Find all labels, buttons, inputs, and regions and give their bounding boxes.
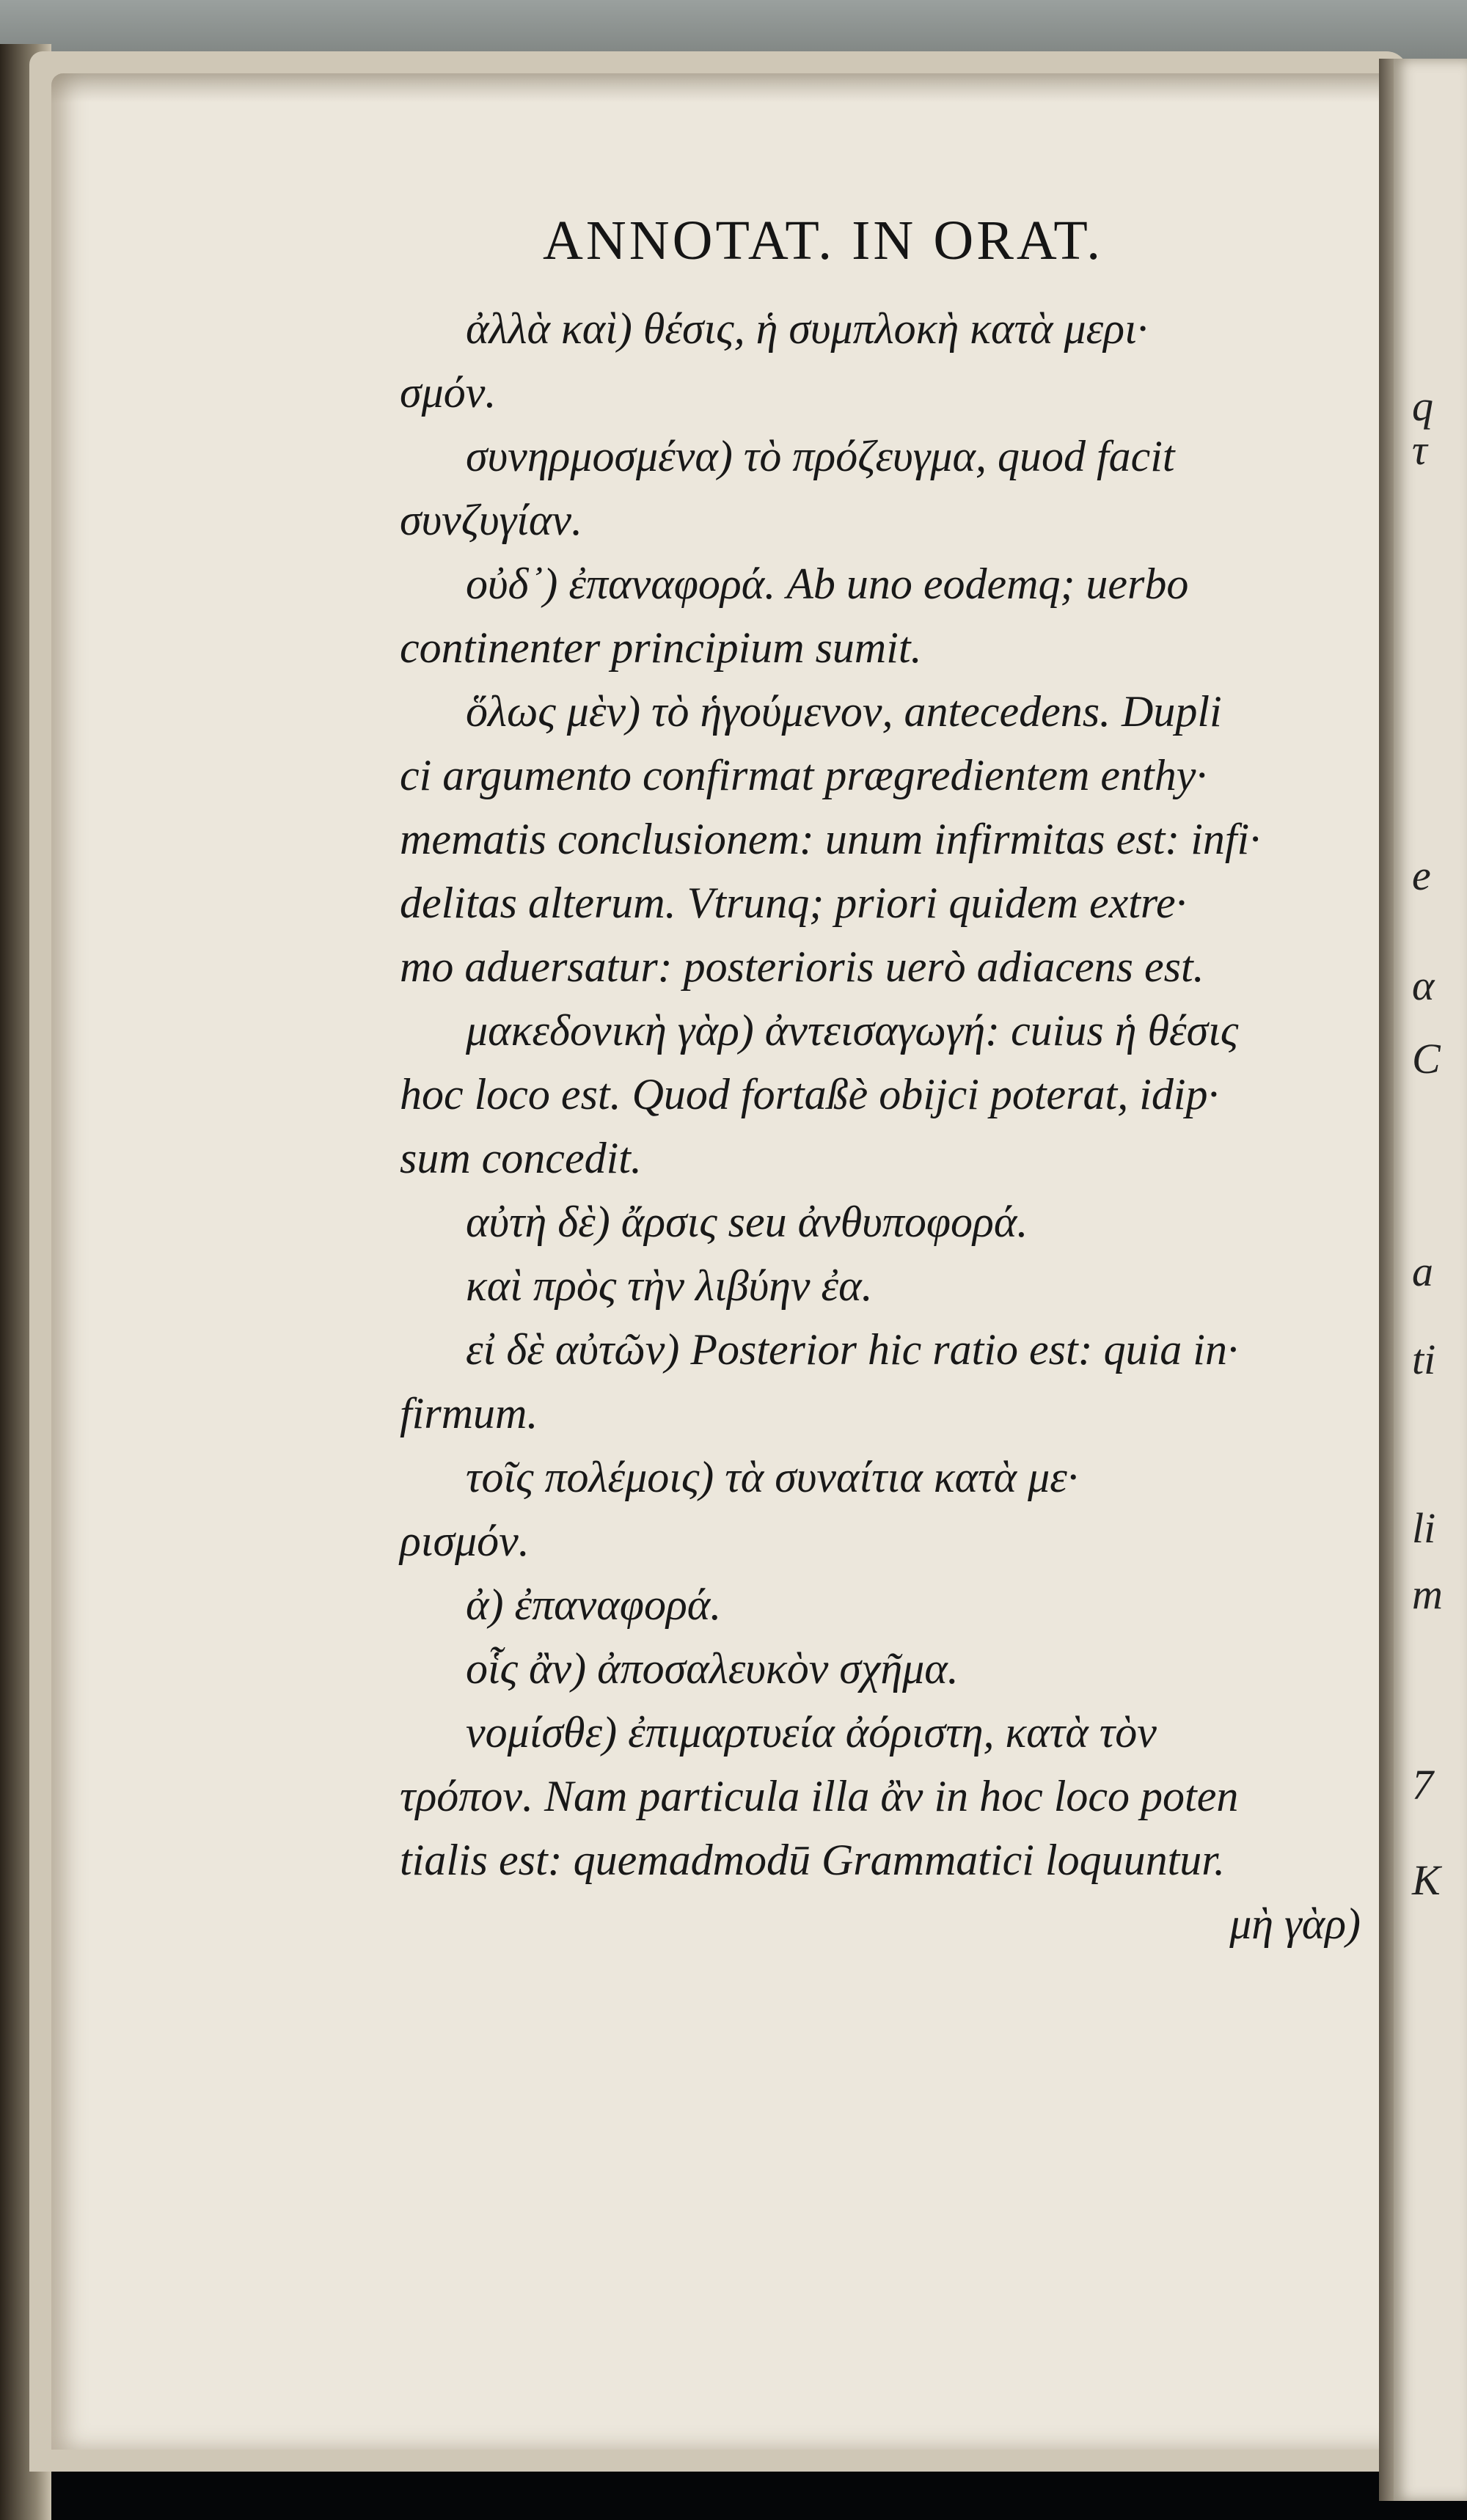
text-line: tialis est: quemadmodū Grammatici loquuntur. <box>400 1836 1225 1884</box>
text-line: συνζυγίαν. <box>400 496 583 544</box>
running-head: ANNOTAT. IN ORAT. <box>543 210 1104 271</box>
text-line: τοῖς πολέμοις) τὰ συναίτια κατὰ με· <box>466 1453 1078 1501</box>
facing-page-glyph: 7 <box>1412 1761 1433 1809</box>
facing-page-glyph: τ <box>1412 426 1427 474</box>
text-line: τρόπον. Nam particula illa ἂν in hoc loco poten <box>400 1772 1239 1820</box>
text-line: μακεδονικὴ γὰρ) ἀντεισαγωγή: cuius ἡ θέσις <box>466 1006 1239 1055</box>
text-line: οὐδ᾽) ἐπαναφορά. Ab uno eodemq; uerbo <box>466 560 1189 608</box>
text-line: αὐτὴ δὲ) ἄρσις seu ἀνθυποφορά. <box>466 1198 1028 1246</box>
text-line: νομίσθε) ἐπιμαρτυεία ἀόριστη, κατὰ τὸν <box>466 1708 1157 1757</box>
facing-page-glyph: q <box>1412 382 1433 430</box>
text-line: οἷς ἂν) ἀποσαλευκὸν σχῆμα. <box>466 1644 959 1693</box>
facing-page-glyph: li <box>1412 1504 1436 1552</box>
text-line: firmum. <box>400 1389 538 1437</box>
page-shadow <box>51 73 1390 103</box>
facing-page-glyph: C <box>1412 1035 1441 1083</box>
text-line: mo aduersatur: posterioris uerò adiacens est. <box>400 942 1204 991</box>
text-line: συνηρμοσμένα) τὸ πρόζευγμα, quod facit <box>466 432 1175 480</box>
text-line: hoc loco est. Quod fortaßè obijci poterat, idip· <box>400 1070 1219 1118</box>
text-line: ἀ) ἐπαναφορά. <box>466 1581 722 1629</box>
facing-page-glyph: α <box>1412 962 1435 1009</box>
text-line: σμόν. <box>400 368 497 417</box>
text-line: ἀλλὰ καὶ) θέσις, ἡ συμπλοκὴ κατὰ μερι· <box>466 304 1148 353</box>
text-line: ὅλως μὲν) τὸ ἡγούμενον, antecedens. Dupli <box>466 687 1222 736</box>
text-line: ci argumento confirmat prægredientem enthy· <box>400 751 1207 799</box>
facing-page-glyph: a <box>1412 1248 1433 1295</box>
text-line: mematis conclusionem: unum infirmitas est: infi· <box>400 815 1261 863</box>
annotation-text-block <box>400 297 1361 1956</box>
text-line: sum concedit. <box>400 1134 642 1182</box>
facing-page-glyph: K <box>1412 1856 1441 1904</box>
text-line: continenter principium sumit. <box>400 623 922 672</box>
text-line: μὴ γὰρ) <box>1229 1900 1361 1948</box>
facing-page-glyph: e <box>1412 851 1431 899</box>
facing-page-glyph: ti <box>1412 1336 1436 1383</box>
text-line: καὶ πρὸς τὴν λιβύην ἐα. <box>466 1261 873 1310</box>
text-line: ρισμόν. <box>400 1517 530 1565</box>
facing-page-glyph: m <box>1412 1570 1443 1618</box>
text-line: εἰ δὲ αὐτῶν) Posterior hic ratio est: quia in· <box>466 1325 1238 1374</box>
text-line: delitas alterum. Vtrunq; priori quidem extre· <box>400 879 1187 927</box>
